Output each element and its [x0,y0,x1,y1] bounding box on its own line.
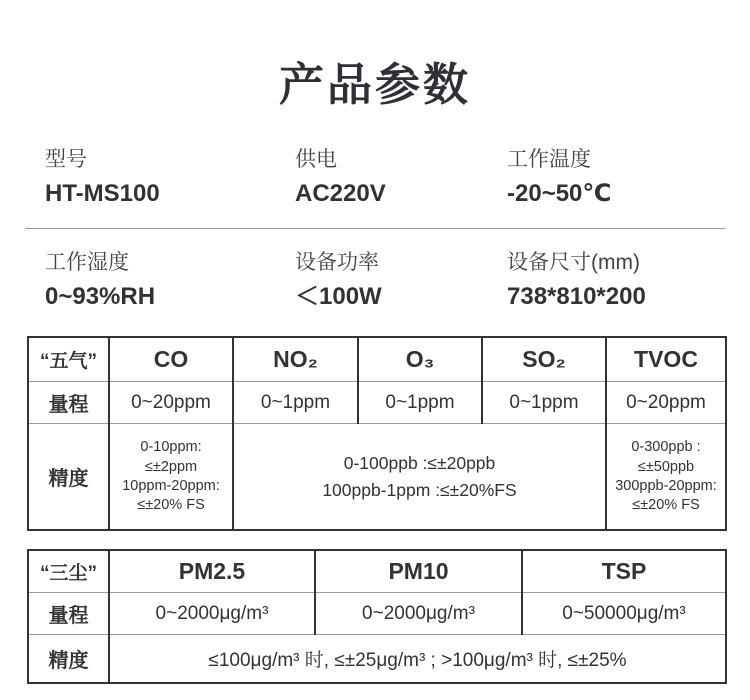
gas-accuracy-label: 精度 [28,424,109,530]
dust-range-pm10: 0~2000μg/m³ [315,593,522,635]
spec-value: 738*810*200 [507,283,646,311]
five-gas-table [27,336,727,531]
gas-header-o3: O₃ [358,337,482,382]
dust-header-pm25: PM2.5 [109,550,315,593]
spec-device-size [507,250,725,312]
accuracy-line: 300ppb-20ppm: [615,477,717,494]
spec-label: 工作湿度 [45,250,129,274]
gas-header-no2: NO₂ [233,337,358,382]
spec-value: ＜100W [295,283,382,311]
accuracy-line: 100ppb-1ppm :≤±20%FS [322,479,517,500]
dust-range-pm25: 0~2000μg/m³ [109,593,315,635]
spec-label: 工作温度 [507,148,591,171]
gas-accuracy-row [28,424,726,530]
spec-model [45,147,295,209]
spec-row-2 [0,250,750,312]
dust-header-row [28,550,726,593]
gas-range-so2: 0~1ppm [482,382,606,424]
accuracy-line: 0-100ppb :≤±20ppb [343,453,496,474]
dust-accuracy-row [28,635,726,683]
spec-label: 供电 [295,148,337,171]
spec-label: 型号 [45,148,87,171]
accuracy-line: 0-10ppm: [140,439,202,456]
three-dust-table [27,549,727,684]
spec-section [0,147,750,312]
gas-header-co: CO [109,337,233,382]
spec-value: HT-MS100 [45,180,160,208]
gas-accuracy-co [109,424,233,530]
accuracy-line: 0-300ppb : [631,439,701,456]
gas-header-so2: SO₂ [482,337,606,382]
spec-working-temperature [507,147,725,209]
gas-accuracy-tvoc [606,424,726,530]
dust-range-tsp: 0~50000μg/m³ [522,593,726,635]
dust-range-label: 量程 [28,593,109,635]
gas-range-o3: 0~1ppm [358,382,482,424]
spec-working-humidity [45,250,295,312]
gas-range-co: 0~20ppm [109,382,233,424]
gas-accuracy-no2-o3-so2 [233,424,606,530]
accuracy-line: ≤±20% FS [137,496,205,513]
spec-row-1 [0,147,750,209]
gas-header-tvoc: TVOC [606,337,726,382]
page-title: 产品参数 [278,59,471,110]
spec-value: 0~93%RH [45,283,156,311]
spec-value: AC220V [295,180,386,208]
accuracy-line: ≤±50ppb [637,458,695,475]
dust-header-pm10: PM10 [315,550,522,593]
dust-accuracy-label: 精度 [28,635,109,683]
accuracy-line: ≤±20% FS [632,496,700,513]
gas-range-label: 量程 [28,382,109,424]
accuracy-line: ≤±2ppm [144,458,198,475]
gas-range-no2: 0~1ppm [233,382,358,424]
spec-value: -20~50℃ [507,180,612,208]
gas-range-tvoc: 0~20ppm [606,382,726,424]
gas-corner-label: “五气” [28,337,109,382]
spec-device-power [295,250,507,312]
gas-range-row [28,382,726,424]
horizontal-divider [25,228,725,229]
gas-header-row [28,337,726,382]
accuracy-line: 10ppm-20ppm: [122,477,220,494]
dust-accuracy-value: ≤100μg/m³ 时, ≤±25μg/m³ ; >100μg/m³ 时, ≤±25% [109,635,726,683]
dust-corner-label: “三尘” [28,550,109,593]
dust-header-tsp: TSP [522,550,726,593]
dust-range-row [28,593,726,635]
spec-label: 设备功率 [295,250,379,274]
spec-power-supply [295,147,507,209]
spec-label: 设备尺寸(mm) [507,250,640,274]
